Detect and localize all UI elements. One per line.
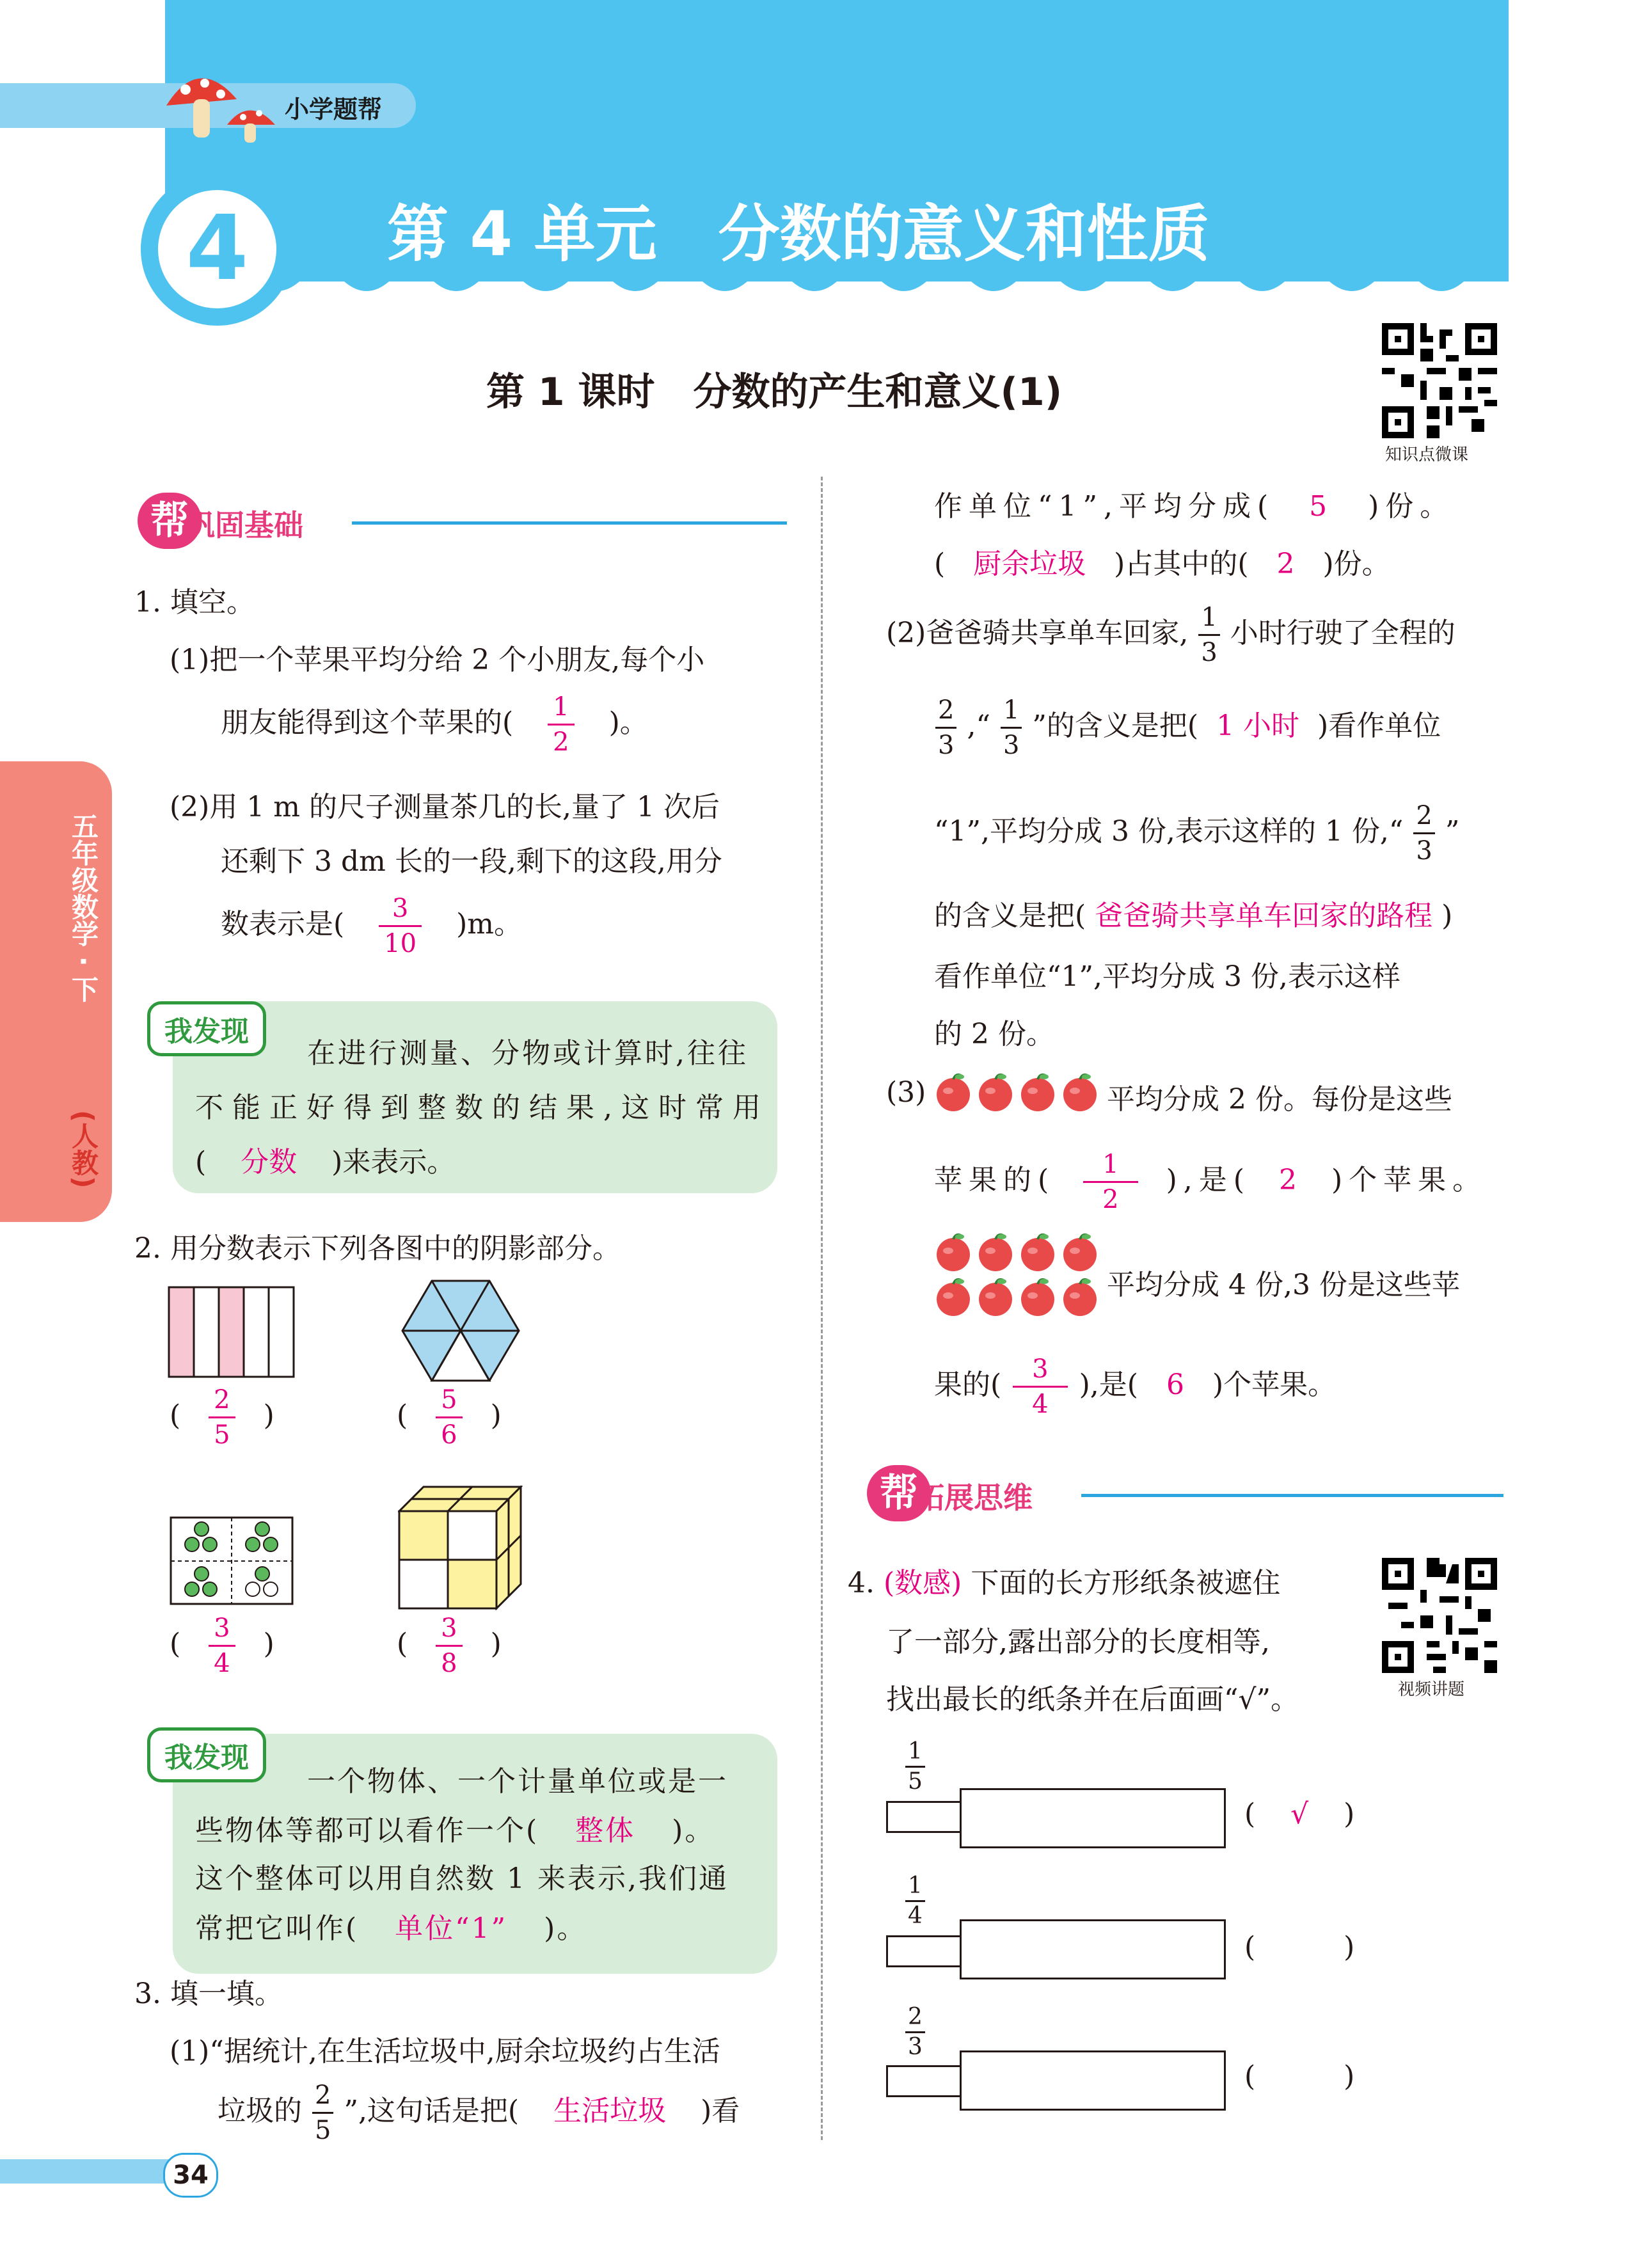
- q3-p1-text-2: ”,这句话是把(: [344, 2095, 520, 2127]
- q3-p2-fraction-4: [1413, 803, 1434, 864]
- strip-3-label-den: 3: [905, 2031, 925, 2059]
- q2-answer-2-den: 6: [436, 1416, 462, 1448]
- q3-p1-text: 垃圾的: [218, 2095, 302, 2127]
- q3-p2-fraction-4-den: 3: [1413, 832, 1434, 864]
- q3-p2-fraction: [1198, 605, 1219, 665]
- strip-1-answer[interactable]: [1244, 1798, 1354, 1830]
- q3-p1-text-6: (: [934, 548, 946, 580]
- side-tab-grade: 五年级数学 · 下: [68, 813, 99, 1003]
- q2-answer-2-frac: [436, 1387, 462, 1448]
- q3-p3-line3: 平均分成 4 份,3 份是这些苹: [1107, 1269, 1460, 1301]
- q3-p3-answer-1: [1083, 1152, 1138, 1212]
- q2-answer-4-den: 8: [436, 1645, 462, 1676]
- q1-p1-text: 朋友能得到这个苹果的(: [221, 706, 514, 739]
- q3-p3-text-5: ),是(: [1079, 1368, 1138, 1401]
- q3-p3-answer-3-num: 3: [1032, 1354, 1049, 1384]
- q3-p2-fraction-3: [1001, 697, 1022, 758]
- column-divider: [821, 477, 823, 2140]
- q3-p1-answer-2: 5: [1309, 490, 1334, 523]
- strip-3-label: [905, 2006, 925, 2059]
- discover2-line3: 这个整体可以用自然数 1 来表示,我们通: [195, 1862, 729, 1895]
- q3-p1-line3: [934, 483, 1454, 524]
- discover1-line2: 不能正好得到整数的结果,这时常用: [195, 1091, 770, 1124]
- section-extend-rule: [1081, 1494, 1503, 1497]
- q1-p2-answer: [379, 896, 422, 956]
- discover2-line4: [195, 1905, 587, 1946]
- q3-p3-text-4: 果的(: [934, 1368, 1002, 1401]
- discover1-end: )来表示。: [331, 1146, 456, 1178]
- q3-p3-text-2: ),是(: [1166, 1164, 1251, 1196]
- unit-badge: [141, 173, 294, 326]
- q1-p2-text: 数表示是(: [221, 908, 345, 940]
- q3-p2-line2: [934, 697, 1441, 758]
- q1-p1-answer-den: 2: [548, 724, 574, 755]
- discover2-text-2: 常把它叫作(: [195, 1912, 359, 1945]
- paren-close: ): [1344, 2060, 1355, 2093]
- q1-p2-line2: 还剩下 3 dm 长的一段,剩下的这段,用分: [221, 845, 722, 878]
- section-bang-icon-2: 帮: [867, 1465, 931, 1521]
- mushroom-logo: [160, 61, 282, 147]
- paren-open: (: [1244, 1931, 1256, 1963]
- q3-p1-text-7: )占其中的(: [1114, 548, 1249, 580]
- discover1-answer: 分数: [241, 1146, 297, 1178]
- apples-row-4: [934, 1072, 1107, 1115]
- q3-p1-fraction: [312, 2082, 333, 2143]
- paren-open: (: [1244, 2060, 1256, 2093]
- discover2-answer-1: 整体: [575, 1814, 636, 1847]
- paren-close: ): [490, 1399, 502, 1432]
- q3-p3-line4: [934, 1356, 1336, 1417]
- strip-2-exposed: [886, 1935, 964, 1967]
- q4-text-1: 下面的长方形纸条被遮住: [971, 1567, 1281, 1599]
- q3-p2-answer-1: 1 小时: [1216, 710, 1300, 742]
- q2-title: 2. 用分数表示下列各图中的阴影部分。: [134, 1232, 621, 1265]
- q3-p1-text-3: )看: [701, 2095, 740, 2127]
- q1-p1-end: )。: [608, 706, 648, 739]
- q3-p3-answer-1-den: 2: [1083, 1181, 1138, 1212]
- paren-open: (: [397, 1628, 408, 1660]
- discover-tag-2: 我发现: [147, 1727, 266, 1782]
- strip-2-answer[interactable]: [1244, 1931, 1354, 1963]
- q3-p1-text-4: 作单位“1”,平均分成(: [934, 490, 1275, 523]
- q3-p2-line3: [934, 803, 1459, 864]
- strip-1-label-den: 5: [905, 1766, 925, 1793]
- strip-1-cover: [960, 1788, 1226, 1848]
- figure-dots-grid: [170, 1516, 294, 1606]
- section-basic-rule: [352, 521, 787, 525]
- side-tab-edition: (人教): [68, 1110, 99, 1189]
- q3-p2-answer-2: 爸爸骑共享单车回家的路程: [1095, 900, 1433, 932]
- q2-answer-1-frac: [209, 1387, 235, 1448]
- q2-answer-4: [397, 1615, 502, 1676]
- q2-answer-1-den: 5: [209, 1416, 235, 1448]
- q3-p2-text-5: )看作单位: [1317, 710, 1441, 742]
- q3-p2-fraction-2-num: 2: [938, 695, 955, 725]
- q3-p2-text: (2)爸爸骑共享单车回家,: [886, 617, 1189, 649]
- q2-answer-3: [170, 1615, 274, 1676]
- q1-p1-line1: (1)把一个苹果平均分给 2 个小朋友,每个小: [170, 644, 705, 676]
- unit-title: 第 4 单元 分数的意义和性质: [387, 198, 1210, 270]
- strip-1-label: [905, 1740, 925, 1793]
- q3-p3-answer-3: [1013, 1356, 1067, 1417]
- q3-p2-fraction-3-num: 1: [1003, 695, 1020, 725]
- discover2-text: 些物体等都可以看作一个(: [195, 1814, 539, 1847]
- q1-p2-end: )m。: [456, 908, 522, 940]
- discover1-paren: (: [195, 1146, 207, 1178]
- discover2-line2: [195, 1807, 715, 1848]
- lesson-title: 第 1 课时 分数的产生和意义(1): [486, 370, 1063, 415]
- q3-p3-answer-3-den: 4: [1013, 1386, 1067, 1417]
- q3-p2-fraction-2: [935, 697, 956, 758]
- paren-open: (: [397, 1399, 408, 1432]
- q3-p3-line1: 平均分成 2 份。每份是这些: [1107, 1083, 1452, 1116]
- strip-3-exposed: [886, 2065, 964, 2097]
- q1-p2-line3: [221, 896, 522, 956]
- discover2-end-2: )。: [544, 1912, 587, 1945]
- q3-p2-text-7: ”: [1445, 815, 1460, 848]
- q3-p2-line4: [934, 892, 1452, 933]
- figure-cube: [398, 1486, 523, 1610]
- q3-p1-answer-1: 生活垃圾: [553, 2095, 667, 2127]
- q3-p1-answer-4: 2: [1276, 548, 1295, 580]
- qr-code-lesson[interactable]: [1382, 323, 1497, 438]
- paren-close: ): [490, 1628, 502, 1660]
- q3-p1-text-5: )份。: [1368, 490, 1455, 523]
- paren-close: ): [263, 1628, 274, 1660]
- q3-p2-fraction-3-den: 3: [1001, 727, 1022, 758]
- q2-answer-3-num: 3: [214, 1614, 230, 1643]
- q3-p3-line2: [934, 1152, 1487, 1212]
- q2-answer-3-den: 4: [209, 1645, 235, 1676]
- q4-tag: (数感): [883, 1567, 962, 1599]
- q1-p2-answer-num: 3: [392, 894, 409, 923]
- strip-1-label-num: 1: [908, 1738, 923, 1764]
- q3-p3-answer-4: 6: [1166, 1368, 1184, 1401]
- q3-p3-text-6: )个苹果。: [1212, 1368, 1337, 1401]
- strip-2-label: [905, 1875, 925, 1928]
- q1-p1-line2: [221, 694, 648, 755]
- q2-answer-3-frac: [209, 1615, 235, 1676]
- q4-line3: 找出最长的纸条并在后面画“√”。: [886, 1683, 1299, 1716]
- q3-p3-answer-1-num: 1: [1102, 1150, 1119, 1179]
- q1-p2-line1: (2)用 1 m 的尺子测量茶几的长,量了 1 次后: [170, 791, 720, 823]
- q3-p1-fraction-num: 2: [315, 2081, 331, 2110]
- q4-line1: [848, 1560, 1280, 1601]
- header-wave: [165, 269, 1509, 307]
- unit-number: 4: [186, 196, 249, 301]
- q3-p3-text-3: )个苹果。: [1331, 1164, 1487, 1196]
- q3-p2-fraction-den: 3: [1198, 634, 1219, 665]
- strip-1-exposed: [886, 1801, 964, 1833]
- figure-rectangle-strips: [168, 1286, 296, 1379]
- q2-answer-4-num: 3: [441, 1614, 457, 1643]
- apples-grid-8: [934, 1232, 1107, 1324]
- discover2-answer-2: 单位“1”: [395, 1912, 508, 1945]
- q3-p3-text: 苹果的(: [934, 1164, 1056, 1196]
- q2-answer-1-num: 2: [214, 1385, 230, 1415]
- q3-title: 3. 填一填。: [134, 1978, 283, 2010]
- q2-answer-4-frac: [436, 1615, 462, 1676]
- section-extend-title: 拓展思维: [915, 1480, 1033, 1515]
- qr-caption-lesson: 知识点微课: [1385, 445, 1469, 464]
- discover-tag-1: 我发现: [147, 1001, 266, 1056]
- figure-hexagon: [400, 1278, 521, 1384]
- page-number: 34: [163, 2153, 218, 2198]
- strip-3-answer[interactable]: [1244, 2060, 1354, 2093]
- paren-close: ): [1344, 1798, 1355, 1830]
- q1-p1-answer-num: 1: [553, 692, 569, 722]
- q3-p2-line6: 的 2 份。: [934, 1018, 1054, 1051]
- q3-p1-answer-3: 厨余垃圾: [973, 548, 1086, 580]
- q2-answer-2: [397, 1387, 502, 1448]
- qr-code-video[interactable]: [1382, 1558, 1497, 1673]
- paren-open: (: [1244, 1798, 1256, 1830]
- q1-title: 1. 填空。: [134, 586, 255, 619]
- q3-p2-text-4: ”的含义是把(: [1032, 710, 1199, 742]
- paren-close: ): [263, 1399, 274, 1432]
- q3-p2-text-9: ): [1441, 900, 1453, 932]
- q4-number: 4.: [848, 1567, 875, 1599]
- q3-p1-fraction-den: 5: [312, 2112, 333, 2143]
- q3-p2-line1: [886, 605, 1456, 665]
- q1-p1-answer: [548, 694, 574, 755]
- strip-3-label-num: 2: [908, 2004, 923, 2030]
- paren-open: (: [170, 1399, 181, 1432]
- q3-p2-fraction-2-den: 3: [935, 727, 956, 758]
- discover2-end: )。: [672, 1814, 715, 1847]
- q3-p3-prefix: (3): [886, 1076, 926, 1109]
- q3-p2-text-6: “1”,平均分成 3 份,表示这样的 1 份,“: [934, 815, 1404, 848]
- q3-p2-fraction-4-num: 2: [1416, 801, 1432, 830]
- q3-p1-line1: (1)“据统计,在生活垃圾中,厨余垃圾约占生活: [170, 2035, 720, 2068]
- brand-name: 小学题帮: [285, 95, 383, 123]
- q2-answer-1: [170, 1387, 274, 1448]
- paren-close: ): [1344, 1931, 1355, 1963]
- strip-2-cover: [960, 1919, 1226, 1979]
- discover1-line1: 在进行测量、分物或计算时,往往: [307, 1037, 749, 1070]
- strip-2-label-den: 4: [905, 1900, 925, 1928]
- discover2-line1: 一个物体、一个计量单位或是一: [307, 1765, 728, 1798]
- q3-p2-text-2: 小时行驶了全程的: [1230, 617, 1456, 649]
- q2-answer-2-num: 5: [441, 1385, 457, 1415]
- q4-line2: 了一部分,露出部分的长度相等,: [886, 1626, 1270, 1658]
- q3-p1-line4: [934, 541, 1390, 582]
- q3-p1-text-8: )份。: [1322, 548, 1390, 580]
- q3-p1-line2: [218, 2082, 740, 2143]
- strip-2-label-num: 1: [908, 1873, 923, 1899]
- q3-p2-fraction-num: 1: [1201, 603, 1218, 632]
- q3-p2-text-8: 的含义是把(: [934, 900, 1086, 932]
- qr-caption-video: 视频讲题: [1398, 1680, 1465, 1699]
- q3-p3-answer-2: 2: [1278, 1164, 1303, 1196]
- discover1-line3: [195, 1139, 455, 1180]
- strip-3-cover: [960, 2050, 1226, 2111]
- q1-p2-answer-den: 10: [379, 925, 422, 956]
- q3-p2-text-3: ,“: [967, 710, 990, 742]
- section-bang-icon: 帮: [138, 493, 202, 549]
- section-basic-title: 巩固基础: [186, 508, 303, 543]
- strip-1-check-mark: √: [1290, 1798, 1309, 1830]
- q3-p2-line5: 看作单位“1”,平均分成 3 份,表示这样: [934, 960, 1400, 993]
- paren-open: (: [170, 1628, 181, 1660]
